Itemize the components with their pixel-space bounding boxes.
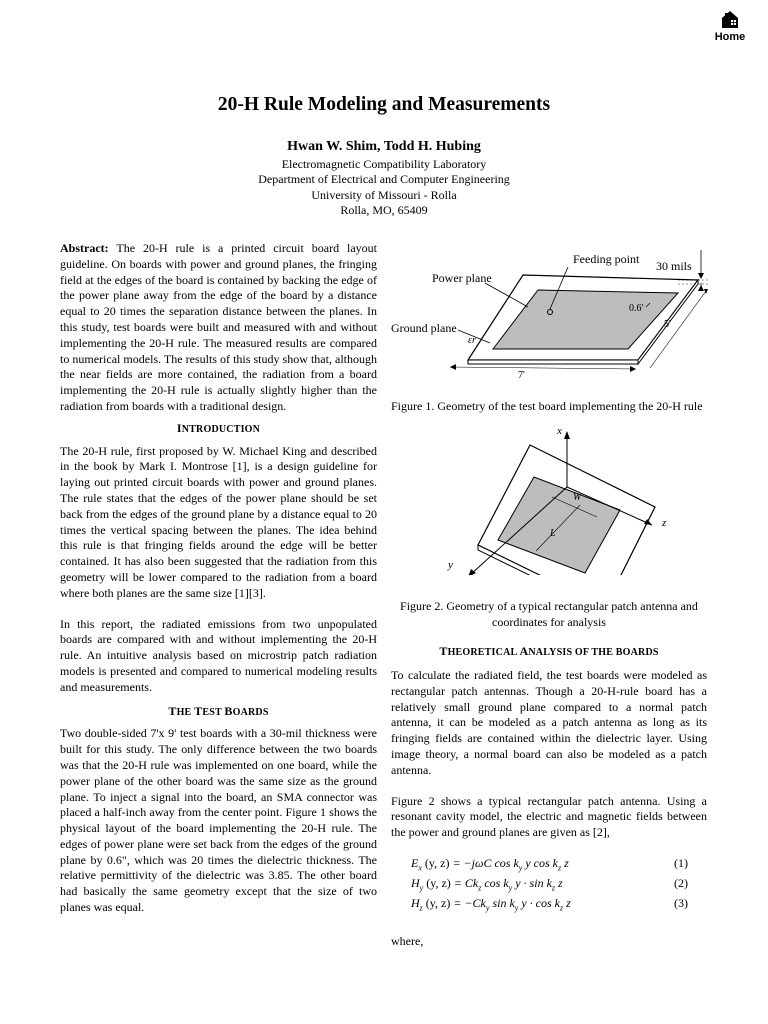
where-label: where, bbox=[391, 934, 424, 948]
setback-label: 0.6' bbox=[629, 303, 644, 314]
equation-2: $H_y$ (y, $z) = Ck_z$ $\cos k_y$ $y \cdot \sin k_z$ z bbox=[411, 876, 563, 893]
test-boards-heading: THE TEST BOARDS bbox=[168, 703, 269, 718]
introduction-paragraph: In this report, the radiated emissions from two unpopulated boards are compared with and without implementing the 20-H rule. An intuitive analysis based on microstrip patch radiation models is presented and compared to numerical modeling results and measurements. bbox=[60, 616, 377, 694]
width-label: 5' bbox=[664, 319, 671, 330]
l-label: L bbox=[550, 528, 556, 539]
test-boards-paragraph: Two double-sided 7'x 9' test boards with a 30-mil thickness were built for this study. The only difference between the two boards was that the 20-H rule was implemented on one board, while the power plane of the other board was the same size as the ground plane. To inject a signal into the board, an SMA connector was placed a half-inch away from the center point. Figure 1 shows the physical layout of the board implementing the 20-H rule. The edges of power plane were set back from the edges of the ground plane by 0.6", which was 20 times the dielectric thickness. The relative permittivity of the dielectric was 3.85. The other board had basically the same geometry except that the size of two planes was equal. bbox=[60, 726, 377, 915]
power-plane-label: Power plane bbox=[432, 271, 492, 285]
paper-title: 20-H Rule Modeling and Measurements bbox=[217, 94, 551, 115]
affiliation-line: Department of Electrical and Computer Engineering bbox=[258, 172, 510, 187]
theory-heading: THEORETICAL ANALYSIS OF THE BOARDS bbox=[439, 644, 659, 658]
affiliation-line: Rolla, MO, 65409 bbox=[340, 202, 428, 217]
figure-2-caption: Figure 2. Geometry of a typical rectangular patch antenna and coordinates for analysis bbox=[400, 599, 698, 629]
z-axis-label: z bbox=[662, 517, 667, 529]
abstract bbox=[60, 241, 377, 415]
equation-2-number: (2) bbox=[674, 876, 688, 890]
paper-authors: Hwan W. Shim, Todd H. Hubing bbox=[287, 139, 481, 154]
thickness-label: 30 mils bbox=[656, 259, 692, 273]
home-label[interactable]: Home bbox=[714, 31, 746, 43]
w-label: W bbox=[573, 492, 582, 503]
introduction-paragraph: The 20-H rule, first proposed by W. Michael King and described in the book by Mark I. Montrose [1], is a design guideline for laying out printed circuit boards with power and ground planes. The rule states that the edges of the power plane should be set back from the edges of the ground plane by a distance equal to 20 times the vertical spacing between the planes. The idea behind this rule is that fringing fields around the edge will be better contained. It has also been suggested that the radiation from this geometry will be lower compared to the radiation from a board where both planes are the same size [1][3]. bbox=[60, 443, 377, 600]
x-axis-label: x bbox=[557, 425, 562, 437]
abstract-text: The 20-H rule is a printed circuit board layout guideline. On boards with power and ground planes, the fringing field at the edges of the board is contained by backing the edge of the power plane away from the edge of the board by a distance equal to 20 times the separation distance between the planes. In this study, test boards were built and measured with and without implementing the 20-H rule. The measured results are compared to numerical models. The results of this study show that, although the near fields are more contained, the radiation from a board implementing the 20-H rule is actually slightly higher than the radiation from boards with a traditional design. bbox=[60, 241, 377, 413]
y-axis-label: y bbox=[448, 559, 453, 571]
theory-text bbox=[391, 668, 707, 841]
theory-paragraph: Figure 2 shows a typical rectangular patch antenna. Using a resonant cavity model, the electric and magnetic fields between the power and ground planes are given as [2], bbox=[391, 793, 707, 840]
equation-3: $H_z$ (y, $z) = -Ck_y$ $\sin k_y$ $y \cdot \cos k_z$ z bbox=[411, 896, 571, 913]
length-label: 7' bbox=[518, 370, 525, 381]
affiliation-line: Electromagnetic Compatibility Laboratory bbox=[281, 157, 487, 171]
equation-3-number: (3) bbox=[674, 896, 688, 910]
epsilon-label: εr bbox=[468, 335, 476, 346]
introduction-heading: INTRODUCTION bbox=[176, 420, 261, 435]
ground-plane-label: Ground plane bbox=[391, 321, 457, 335]
home-link[interactable] bbox=[710, 8, 750, 43]
affiliation-line: University of Missouri - Rolla bbox=[311, 187, 457, 202]
figure-2 bbox=[440, 425, 680, 575]
left-column bbox=[60, 241, 377, 916]
paper-affiliation bbox=[0, 157, 768, 218]
abstract-label: Abstract: bbox=[60, 241, 109, 255]
figure-2-drawing bbox=[440, 425, 680, 575]
home-icon bbox=[719, 8, 741, 30]
feeding-point-label: Feeding point bbox=[573, 252, 640, 266]
figure-1-caption: Figure 1. Geometry of the test board implementing the 20-H rule bbox=[391, 399, 703, 413]
equation-1-number: (1) bbox=[674, 856, 688, 870]
equation-1: $E_x$ (y, z) = −jωC $\cos k_y$ y $\cos k_z$ z bbox=[411, 856, 569, 873]
theory-paragraph: To calculate the radiated field, the test boards were modeled as rectangular patch antennas. Though a 20-H-rule board has a relatively small ground plane compared to a normal patch antenna, it can be modeled as a patch antenna as long as its fringing fields are contained within the dielectric layer. Using image theory, a normal board can also be modeled as a patch antenna. bbox=[391, 668, 707, 777]
figure-1 bbox=[388, 245, 718, 385]
